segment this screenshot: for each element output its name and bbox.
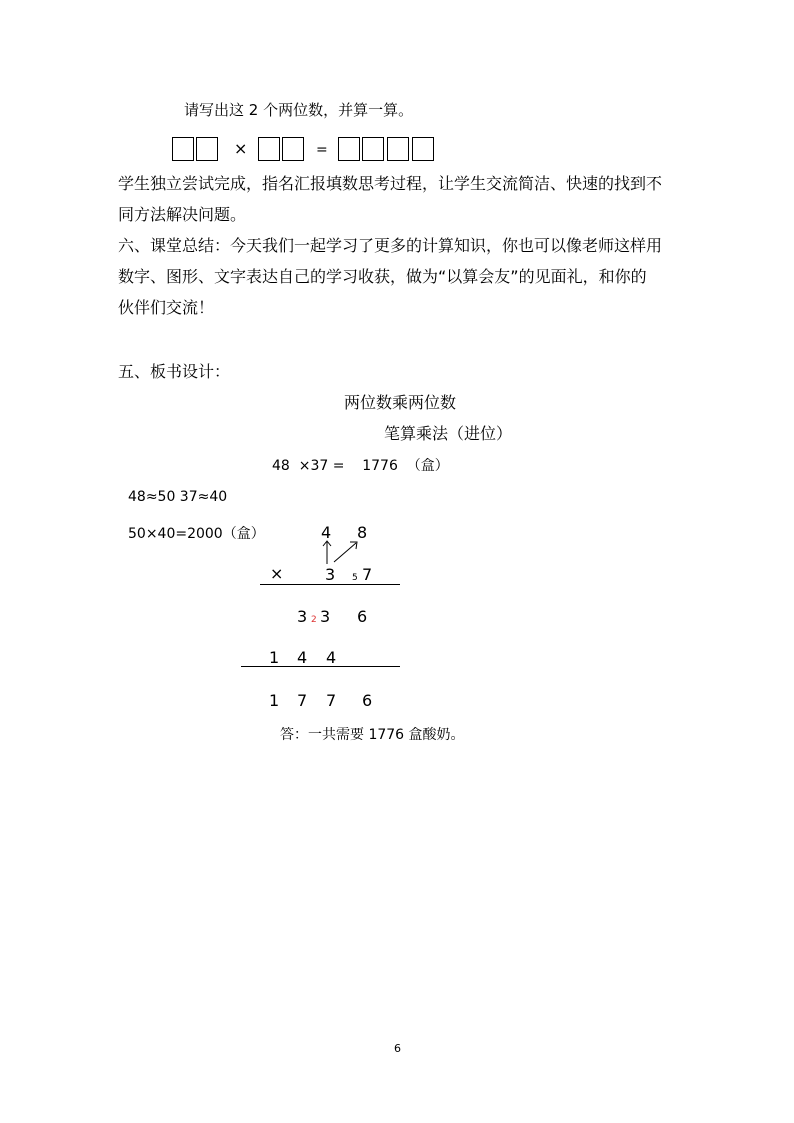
times-sign: × <box>234 139 248 158</box>
summary-line-2: 数字、图形、文字表达自己的学习收获，做为“以算会友”的见面礼，和你的 <box>118 267 647 286</box>
answer-text: 答：一共需要 1776 盒酸奶。 <box>280 727 465 743</box>
carry-digit: 5 <box>352 573 358 583</box>
digit: 7 <box>297 691 308 710</box>
divider-line <box>241 666 400 667</box>
digit: 4 <box>326 648 337 667</box>
digit: 1 <box>269 648 280 667</box>
digit-box <box>362 137 384 161</box>
digit: 4 <box>321 523 332 542</box>
board-title: 两位数乘两位数 <box>344 393 457 412</box>
digit: 8 <box>357 523 368 542</box>
equals-sign: = <box>316 142 328 158</box>
carry-arrows-icon <box>318 536 364 566</box>
digit-box <box>282 137 304 161</box>
paragraph-students: 学生独立尝试完成，指名汇报填数思考过程，让学生交流简洁、快速的找到不 <box>118 174 663 193</box>
digit-box <box>412 137 434 161</box>
digit-box <box>196 137 218 161</box>
estimate-line-2: 50×40=2000（盒） <box>128 526 265 542</box>
digit: 4 <box>297 648 308 667</box>
paragraph-students-2: 同方法解决问题。 <box>118 205 247 224</box>
digit: 6 <box>362 691 373 710</box>
digit-box <box>258 137 280 161</box>
digit-box <box>172 137 194 161</box>
board-heading: 五、板书设计： <box>118 362 231 381</box>
prompt-text: 请写出这 2 个两位数，并算一算。 <box>184 101 414 119</box>
equation-line: 48 ×37 = 1776 （盒） <box>272 458 449 474</box>
divider-line <box>260 584 400 585</box>
digit-box <box>338 137 360 161</box>
carry-digit: 2 <box>311 615 317 625</box>
digit: 6 <box>357 607 368 626</box>
digit: 3 <box>325 565 336 584</box>
digit: 3 <box>320 607 331 626</box>
page-number: 6 <box>394 1042 401 1055</box>
summary-line-1: 六、课堂总结：今天我们一起学习了更多的计算知识，你也可以像老师这样用 <box>118 236 663 255</box>
estimate-line-1: 48≈50 37≈40 <box>128 489 228 505</box>
summary-line-3: 伙伴们交流！ <box>118 298 215 317</box>
digit-box <box>387 137 409 161</box>
times-sign: × <box>270 564 284 583</box>
digit: 7 <box>362 565 373 584</box>
board-subtitle: 笔算乘法（进位） <box>384 424 513 443</box>
digit: 7 <box>326 691 337 710</box>
digit: 1 <box>269 691 280 710</box>
digit: 3 <box>297 607 308 626</box>
